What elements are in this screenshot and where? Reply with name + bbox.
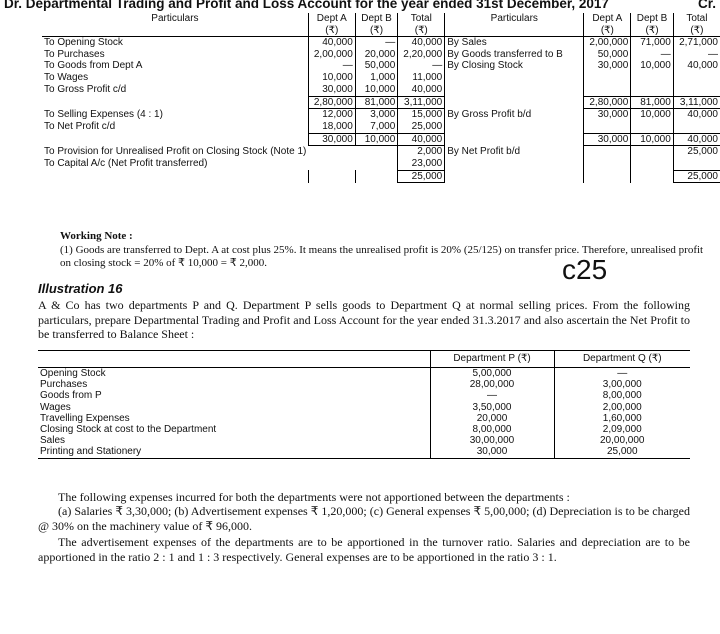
- rupee-unit: (₹): [673, 24, 720, 37]
- amount-cell: 18,000: [308, 121, 355, 133]
- amount-cell: 25,000: [673, 146, 720, 158]
- amount-cell: 8,00,000: [430, 424, 554, 435]
- particulars-cell: To Selling Expenses (4 : 1): [44, 108, 163, 120]
- dept-b-header: Dept B: [355, 13, 397, 24]
- amount-cell: [631, 121, 673, 133]
- amount-cell: —: [554, 368, 690, 380]
- account-row: [42, 96, 720, 109]
- amount-cell: 3,00,000: [554, 379, 690, 390]
- amount-cell: 40,000: [308, 37, 355, 49]
- item-label: Goods from P: [40, 390, 102, 402]
- item-label: Sales: [40, 435, 66, 447]
- credit-label: Cr.: [697, 0, 716, 11]
- amount-cell: 10,000: [355, 133, 397, 146]
- amount-cell: 30,000: [584, 109, 631, 121]
- amount-cell: —: [398, 60, 445, 72]
- amount-cell: 25,000: [398, 121, 445, 133]
- department-header-row: [38, 351, 690, 368]
- item-label: Wages: [40, 401, 71, 413]
- rupee-unit: (₹): [308, 24, 355, 37]
- particulars-cell: [445, 84, 584, 96]
- amount-cell: [584, 121, 631, 133]
- particulars-cell: To Gross Profit c/d: [44, 84, 127, 96]
- department-p-header: Department P (₹): [430, 351, 554, 368]
- amount-cell: —: [673, 49, 720, 61]
- item-label: Purchases: [40, 379, 88, 391]
- amount-cell: [631, 146, 673, 158]
- illustration-text: A & Co has two departments P and Q. Department P sells goods to Department Q at normal selling prices. From the following particulars, prepare Departmental Trading and Profit and Loss Account for the year ended 31.3.2017 and also ascertain the Net Profit to be transferred to Balance Sheet :: [38, 298, 690, 341]
- department-q-header: Department Q (₹): [554, 351, 690, 368]
- amount-cell: [631, 170, 673, 183]
- expenses-list: (a) Salaries ₹ 3,30,000; (b) Advertisement expenses ₹ 1,20,000; (c) General expenses ₹ 5,00,000; (d) Depreciation is to be charged @ 30% on the machinery value of ₹ 96,000.: [38, 504, 690, 533]
- amount-cell: 10,000: [308, 72, 355, 84]
- illustration-title: Illustration 16: [38, 281, 123, 296]
- apportionment-note: The advertisement expenses of the departments are to be apportioned in the turnover ratio. Salaries and depreciation are to be apportioned in the ratio 2 : 1 and 1 : 3 respectively. General expenses are to be apportioned in the ratio 3 : 1.: [38, 535, 690, 564]
- amount-cell: 30,000: [584, 60, 631, 72]
- account-row: [42, 170, 720, 183]
- dept-b-header: Dept B: [631, 13, 673, 24]
- account-row: [42, 158, 720, 170]
- account-row: [42, 37, 720, 49]
- particulars-cell: To Provision for Unrealised Profit on Closing Stock (Note 1): [44, 146, 307, 158]
- department-row: [38, 379, 690, 390]
- item-label: Printing and Stationery: [38, 446, 430, 458]
- particulars-cell: [42, 96, 308, 109]
- amount-cell: 25,000: [398, 170, 445, 183]
- particulars-cell: To Goods from Dept A: [44, 60, 143, 72]
- amount-cell: [584, 72, 631, 84]
- amount-cell: [673, 72, 720, 84]
- particulars-cell: To Wages: [44, 72, 89, 84]
- account-title-text: Dr. Departmental Trading and Profit and Loss Account for the year ended 31st December, 2017: [4, 0, 609, 11]
- amount-cell: [673, 158, 720, 170]
- amount-cell: 2,000: [398, 146, 445, 158]
- rupee-unit: (₹): [584, 24, 631, 37]
- amount-cell: 7,000: [355, 121, 397, 133]
- account-row: [42, 60, 720, 72]
- amount-cell: 2,09,000: [554, 424, 690, 435]
- amount-cell: 81,000: [631, 96, 673, 109]
- amount-cell: [584, 158, 631, 170]
- working-note-text: (1) Goods are transferred to Dept. A at cost plus 25%. It means the unrealised profit is 20% (25/125) on transfer price. Therefore, unrealised profit on closing stock = 20% of ₹ 10,000 = ₹ 2,000.: [60, 244, 704, 269]
- working-note-heading: Working Note :: [60, 230, 133, 242]
- amount-cell: [673, 84, 720, 96]
- item-label: Closing Stock at cost to the Department: [40, 424, 217, 436]
- amount-cell: [308, 146, 355, 158]
- particulars-cell: [445, 133, 584, 146]
- handwritten-annotation: c25: [562, 254, 608, 285]
- amount-cell: 40,000: [398, 84, 445, 96]
- particulars-header: Particulars: [445, 13, 584, 24]
- department-row: [38, 413, 690, 424]
- particulars-cell: [445, 158, 584, 170]
- particulars-cell: To Purchases: [44, 48, 105, 60]
- amount-cell: 28,00,000: [430, 379, 554, 390]
- amount-cell: 2,80,000: [308, 96, 355, 109]
- amount-cell: 40,000: [673, 109, 720, 121]
- amount-cell: 2,80,000: [584, 96, 631, 109]
- amount-cell: 40,000: [398, 133, 445, 146]
- amount-cell: 1,000: [355, 72, 397, 84]
- amount-cell: 2,00,000: [308, 49, 355, 61]
- amount-cell: [584, 84, 631, 96]
- account-unit-row: [42, 24, 720, 37]
- rupee-unit: (₹): [631, 24, 673, 37]
- particulars-cell: [445, 121, 584, 133]
- amount-cell: —: [631, 49, 673, 61]
- amount-cell: 15,000: [398, 109, 445, 121]
- amount-cell: 3,000: [355, 109, 397, 121]
- amount-cell: 23,000: [398, 158, 445, 170]
- particulars-cell: [445, 96, 584, 109]
- amount-cell: 40,000: [673, 60, 720, 72]
- amount-cell: 50,000: [584, 49, 631, 61]
- item-label: Opening Stock: [40, 368, 106, 379]
- amount-cell: [355, 158, 397, 170]
- amount-cell: 20,000: [430, 413, 554, 424]
- particulars-cell: [445, 170, 584, 183]
- amount-cell: 30,000: [308, 84, 355, 96]
- particulars-cell: To Opening Stock: [44, 37, 123, 48]
- amount-cell: 2,00,000: [584, 37, 631, 49]
- account-row: [42, 72, 720, 84]
- amount-cell: 10,000: [355, 84, 397, 96]
- amount-cell: [584, 146, 631, 158]
- amount-cell: 30,000: [584, 133, 631, 146]
- rupee-unit: (₹): [355, 24, 397, 37]
- account-row: [42, 133, 720, 146]
- department-row: [38, 402, 690, 413]
- amount-cell: 40,000: [398, 37, 445, 49]
- account-title: [4, 0, 716, 11]
- amount-cell: —: [308, 60, 355, 72]
- department-particulars-table: [38, 350, 690, 459]
- amount-cell: 2,20,000: [398, 49, 445, 61]
- amount-cell: 20,000: [355, 49, 397, 61]
- amount-cell: [631, 84, 673, 96]
- account-row: [42, 121, 720, 133]
- amount-cell: 5,00,000: [430, 368, 554, 380]
- amount-cell: 30,000: [308, 133, 355, 146]
- amount-cell: [308, 170, 355, 183]
- amount-cell: 10,000: [631, 133, 673, 146]
- item-label: Travelling Expenses: [40, 412, 130, 424]
- department-row: [38, 390, 690, 401]
- amount-cell: 11,000: [398, 72, 445, 84]
- amount-cell: 10,000: [631, 109, 673, 121]
- amount-cell: 25,000: [554, 446, 690, 458]
- department-row: [38, 368, 690, 380]
- department-row: [38, 424, 690, 435]
- total-header: Total: [398, 13, 445, 24]
- particulars-cell: By Goods transferred to B: [445, 49, 584, 61]
- particulars-cell: [445, 72, 584, 84]
- expenses-intro: The following expenses incurred for both the departments were not apportioned between the departments :: [58, 490, 570, 504]
- amount-cell: 71,000: [631, 37, 673, 49]
- amount-cell: 81,000: [355, 96, 397, 109]
- particulars-header: Particulars: [151, 13, 199, 24]
- particulars-cell: To Capital A/c (Net Profit transferred): [44, 158, 208, 170]
- particulars-cell: By Net Profit b/d: [445, 146, 584, 158]
- account-header-row: [42, 13, 720, 24]
- account-row: [42, 84, 720, 96]
- amount-cell: 10,000: [631, 60, 673, 72]
- trading-account-table: [42, 13, 720, 183]
- dept-a-header: Dept A: [308, 13, 355, 24]
- amount-cell: 20,00,000: [554, 435, 690, 446]
- amount-cell: 50,000: [355, 60, 397, 72]
- amount-cell: 40,000: [673, 133, 720, 146]
- department-row: [38, 446, 690, 458]
- amount-cell: 12,000: [308, 109, 355, 121]
- particulars-cell: By Gross Profit b/d: [445, 109, 584, 121]
- amount-cell: 30,00,000: [430, 435, 554, 446]
- amount-cell: [355, 146, 397, 158]
- particulars-cell: To Net Profit c/d: [44, 121, 116, 133]
- amount-cell: 3,11,000: [398, 96, 445, 109]
- amount-cell: 2,71,000: [673, 37, 720, 49]
- amount-cell: —: [355, 37, 397, 49]
- amount-cell: 8,00,000: [554, 390, 690, 401]
- amount-cell: 1,60,000: [554, 413, 690, 424]
- account-row: [42, 146, 720, 158]
- particulars-cell: [42, 170, 308, 183]
- amount-cell: [584, 170, 631, 183]
- account-row: [42, 49, 720, 61]
- rupee-unit: (₹): [398, 24, 445, 37]
- amount-cell: [631, 72, 673, 84]
- amount-cell: 25,000: [673, 170, 720, 183]
- dept-a-header: Dept A: [584, 13, 631, 24]
- amount-cell: 30,000: [430, 446, 554, 458]
- amount-cell: 2,00,000: [554, 402, 690, 413]
- amount-cell: 3,50,000: [430, 402, 554, 413]
- amount-cell: [355, 170, 397, 183]
- amount-cell: [631, 158, 673, 170]
- particulars-cell: By Closing Stock: [445, 60, 584, 72]
- blank-header: [38, 351, 430, 368]
- amount-cell: [673, 121, 720, 133]
- amount-cell: 3,11,000: [673, 96, 720, 109]
- particulars-cell: [42, 133, 308, 146]
- total-header: Total: [673, 13, 720, 24]
- particulars-cell: By Sales: [445, 37, 584, 49]
- account-row: [42, 109, 720, 121]
- amount-cell: —: [430, 390, 554, 401]
- department-row: [38, 435, 690, 446]
- amount-cell: [308, 158, 355, 170]
